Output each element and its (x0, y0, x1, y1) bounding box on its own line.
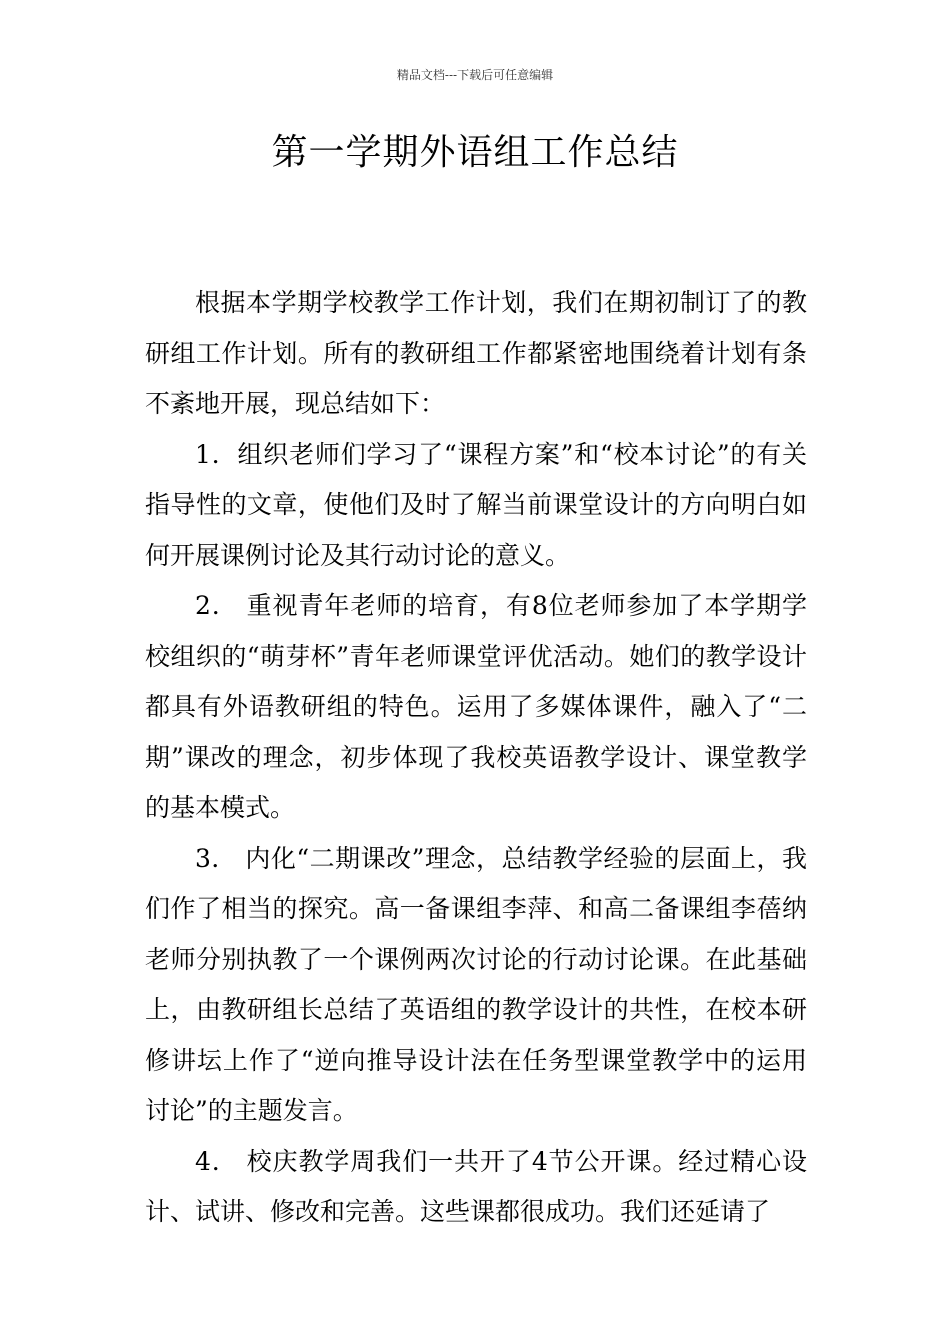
document-title: 第一学期外语组工作总结 (271, 132, 679, 173)
header-note: 精品文档---下载后可任意编辑 (396, 68, 554, 82)
paragraph-item-2: 2． 重视青年老师的培育，有8位老师参加了本学期学校组织的“萌芽杯”青年老师课堂评优活动。她们的教学设计都具有外语教研组的特色。运用了多媒体课件，融入了“二期”课改的理念，初步体现了我校英语教学设计、课堂教学的基本模式。 (145, 591, 807, 822)
document-body (145, 278, 807, 1238)
paragraph-item-4: 4． 校庆教学周我们一共开了4节公开课。经过精心设计、试讲、修改和完善。这些课都很成功。我们还延请了 (145, 1146, 807, 1226)
paragraph-item-3: 3． 内化“二期课改”理念，总结教学经验的层面上，我们作了相当的探究。高一备课组李萍、和高二备课组李蓓纳老师分别执教了一个课例两次讨论的行动讨论课。在此基础上，由教研组长总结了英语组的教学设计的共性，在校本研修讲坛上作了“逆向推导设计法在任务型课堂教学中的运用讨论”的主题发言。 (145, 843, 807, 1125)
paragraph-item-1: 1．组织老师们学习了“课程方案”和“校本讨论”的有关指导性的文章，使他们及时了解当前课堂设计的方向明白如何开展课例讨论及其行动讨论的意义。 (145, 439, 807, 570)
paragraph-intro: 根据本学期学校教学工作计划，我们在期初制订了的教研组工作计划。所有的教研组工作都紧密地围绕着计划有条不紊地开展，现总结如下： (145, 288, 807, 418)
